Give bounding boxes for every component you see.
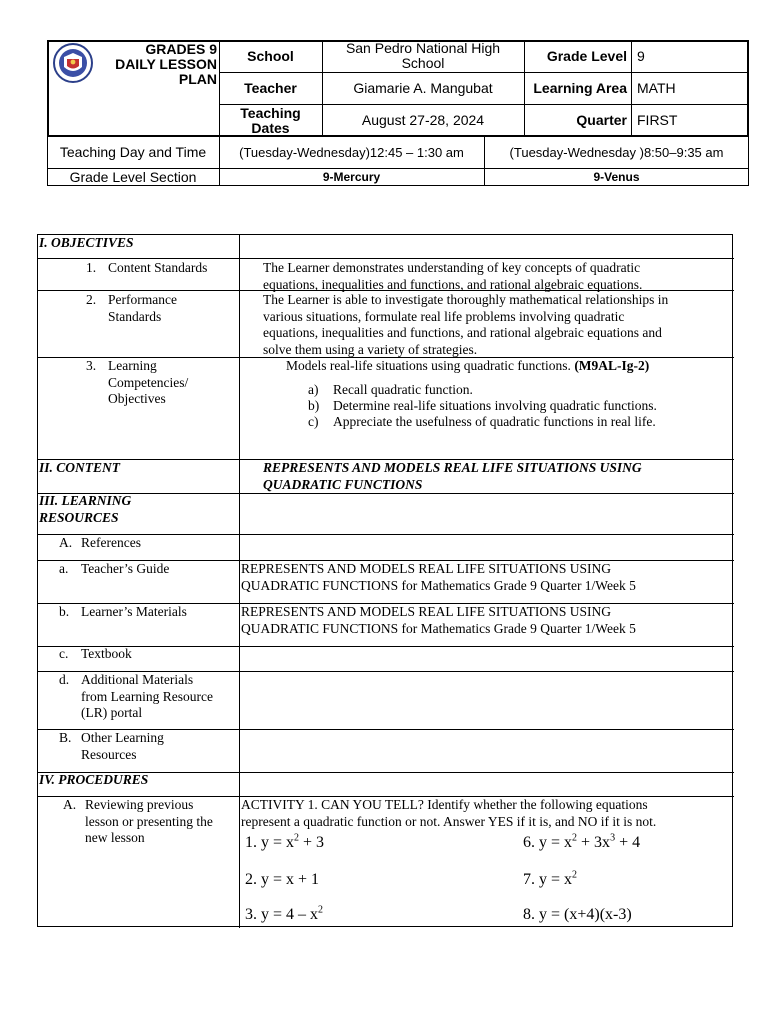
content-value: REPRESENTS AND MODELS REAL LIFE SITUATIONS USING QUADRATIC FUNCTIONS	[263, 460, 642, 492]
review-label: Reviewing previous lesson or presenting the new lesson	[85, 797, 213, 845]
teacher-value: Giamarie A. Mangubat	[353, 79, 493, 96]
performance-standards-text: The Learner is able to investigate thoroughly mathematical relationships in various situations, formulate real life problems involving quadratic equations, inequalities and functions, and rational algebraic equations and solve them using a variety of strategies.	[263, 292, 669, 357]
equation-6: 6. $y = x^2 + 3x^3 + 4$	[523, 832, 641, 851]
equation-2: 2. y = x + 1	[245, 871, 320, 888]
objectives-heading: I. OBJECTIVES	[39, 235, 134, 250]
section-1: 9-Mercury	[322, 170, 381, 184]
teacher-label: Teacher	[244, 79, 297, 96]
additional-materials-marker: d.	[59, 672, 70, 687]
teachers-guide-marker: a.	[59, 561, 69, 576]
review-marker: A.	[63, 797, 77, 812]
learners-materials-marker: b.	[59, 604, 70, 619]
equation-3: 3. $y = 4 - x^2$	[245, 904, 324, 923]
learning-area-value: MATH	[637, 79, 676, 96]
teaching-day-value-1: (Tuesday-Wednesday)12:45 – 1:30 am	[239, 145, 464, 160]
resources-heading: III. LEARNING RESOURCES	[39, 493, 132, 525]
equation-1: 1. $y = x^2 + 3$	[245, 832, 325, 851]
learners-materials-label: Learner’s Materials	[81, 604, 187, 619]
lesson-plan-table	[37, 234, 733, 927]
competencies-label: Learning Competencies/ Objectives	[108, 358, 189, 406]
quarter-value: FIRST	[637, 112, 678, 128]
teaching-dates-value: August 27-28, 2024	[361, 112, 485, 128]
objective-b-text: Determine real-life situations involving quadratic functions.	[333, 398, 657, 413]
deped-seal-icon	[53, 43, 93, 83]
teachers-guide-text: REPRESENTS AND MODELS REAL LIFE SITUATIONS USING QUADRATIC FUNCTIONS for Mathematics Grade 9 Quarter 1/Week 5	[241, 561, 636, 593]
objective-b-marker: b)	[308, 398, 320, 413]
references-label: References	[81, 535, 141, 550]
header-title: GRADES 9 DAILY LESSON PLAN	[115, 41, 217, 87]
references-marker: A.	[59, 535, 73, 550]
additional-materials-label: Additional Materials from Learning Resource (LR) portal	[81, 672, 213, 720]
header-table	[47, 40, 749, 186]
section-2: 9-Venus	[593, 170, 640, 184]
content-heading: II. CONTENT	[39, 460, 121, 475]
performance-standards-num: 2.	[86, 292, 97, 307]
objective-c-text: Appreciate the usefulness of quadratic functions in real life.	[333, 414, 656, 429]
activity-instructions: ACTIVITY 1. CAN YOU TELL? Identify whether the following equations represent a quadratic function or not. Answer YES if it is, and NO if it is not.	[241, 797, 657, 829]
content-standards-label: Content Standards	[108, 260, 208, 275]
equation-8: 8. y = (x+4)(x-3)	[523, 906, 632, 923]
other-resources-marker: B.	[59, 730, 72, 745]
quarter-label: Quarter	[576, 112, 627, 128]
grade-level-value: 9	[637, 47, 645, 64]
teaching-day-label: Teaching Day and Time	[59, 144, 207, 160]
textbook-marker: c.	[59, 646, 69, 661]
objective-c-marker: c)	[308, 414, 319, 429]
section-label: Grade Level Section	[69, 169, 197, 185]
learning-area-label: Learning Area	[533, 79, 627, 96]
objective-a-marker: a)	[308, 382, 319, 397]
content-standards-text: The Learner demonstrates understanding of key concepts of quadratic equations, inequalities and functions, and rational algebraic equations.	[263, 260, 643, 292]
objective-a-text: Recall quadratic function.	[333, 382, 473, 397]
textbook-label: Textbook	[81, 646, 132, 661]
equation-7: 7. $y = x^2$	[523, 869, 578, 888]
performance-standards-label: Performance Standards	[108, 292, 177, 324]
other-resources-label: Other Learning Resources	[81, 730, 164, 762]
content-standards-num: 1.	[86, 260, 97, 275]
grade-level-label: Grade Level	[546, 47, 627, 64]
teaching-day-value-2: (Tuesday-Wednesday )8:50–9:35 am	[509, 145, 724, 160]
learners-materials-text: REPRESENTS AND MODELS REAL LIFE SITUATIONS USING QUADRATIC FUNCTIONS for Mathematics Grade 9 Quarter 1/Week 5	[241, 604, 636, 636]
procedures-heading: IV. PROCEDURES	[39, 772, 149, 787]
school-value: San Pedro National High School	[345, 40, 501, 71]
teaching-dates-label: Teaching Dates	[240, 104, 301, 136]
school-label: School	[247, 47, 294, 64]
competencies-num: 3.	[86, 358, 97, 373]
competency-main: Models real-life situations using quadratic functions. (M9AL-Ig-2)	[286, 358, 650, 373]
teachers-guide-label: Teacher’s Guide	[81, 561, 170, 576]
competency-code: (M9AL-Ig-2)	[574, 358, 650, 373]
